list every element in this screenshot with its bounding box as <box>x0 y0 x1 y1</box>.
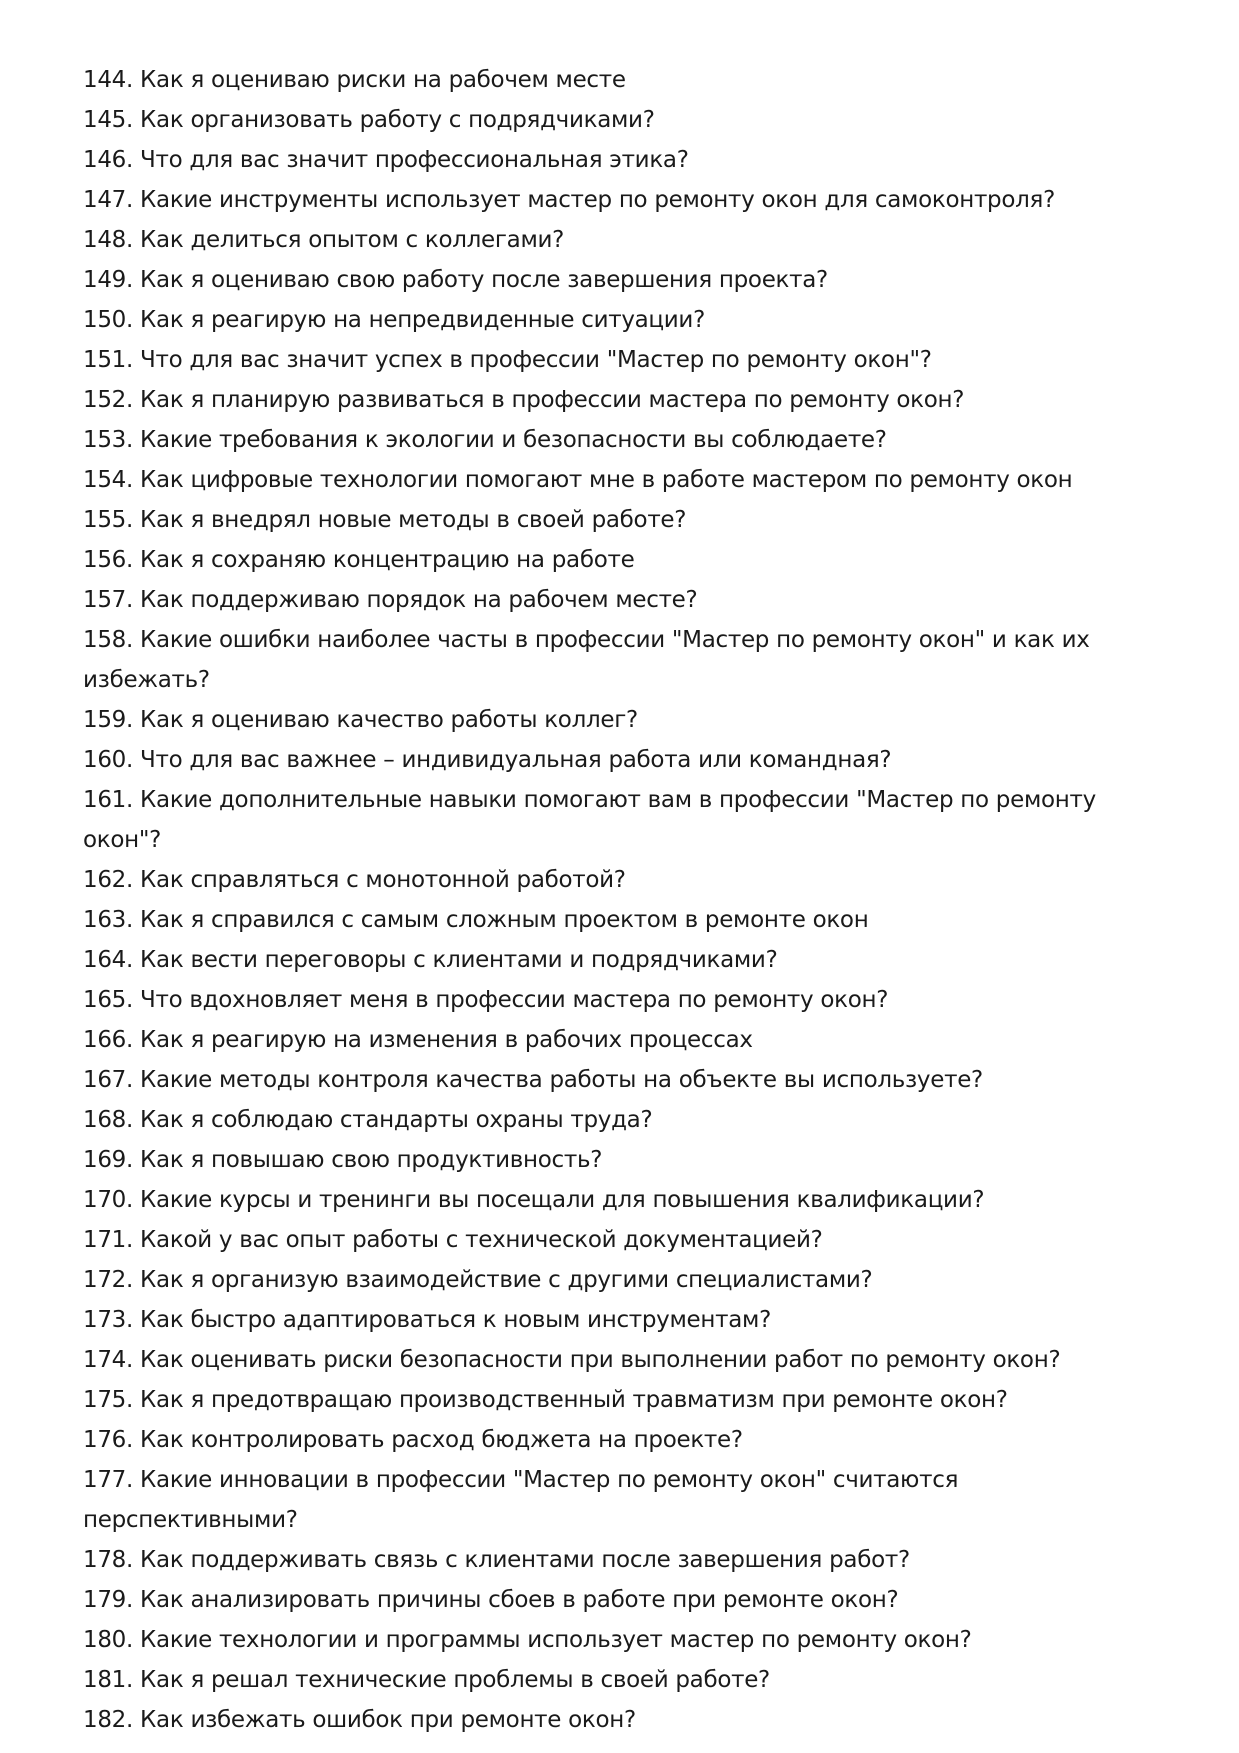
question-item <box>83 860 1163 900</box>
question-text: Как делиться опытом с коллегами? <box>140 227 565 253</box>
question-text: Как я решал технические проблемы в своей работе? <box>140 1667 770 1693</box>
question-number: 146. <box>83 147 134 173</box>
question-item <box>83 580 1163 620</box>
question-text: Какие инструменты использует мастер по ремонту окон для самоконтроля? <box>140 187 1055 213</box>
question-number: 159. <box>83 707 134 733</box>
question-item <box>83 1100 1163 1140</box>
question-text: Какие методы контроля качества работы на объекте вы используете? <box>140 1067 983 1093</box>
question-number: 144. <box>83 67 134 93</box>
question-text: Какой у вас опыт работы с технической документацией? <box>140 1227 823 1253</box>
question-number: 156. <box>83 547 134 573</box>
question-number: 148. <box>83 227 134 253</box>
question-text: Как я предотвращаю производственный травматизм при ремонте окон? <box>140 1387 1008 1413</box>
question-text: Как анализировать причины сбоев в работе при ремонте окон? <box>140 1587 899 1613</box>
question-text: Какие курсы и тренинги вы посещали для повышения квалификации? <box>140 1187 985 1213</box>
question-number: 153. <box>83 427 134 453</box>
question-number: 178. <box>83 1547 134 1573</box>
question-text: Как я сохраняю концентрацию на работе <box>140 547 635 573</box>
question-item <box>83 1140 1163 1180</box>
question-text: Какие технологии и программы использует мастер по ремонту окон? <box>140 1627 972 1653</box>
question-item <box>83 220 1163 260</box>
question-text: Как я планирую развиваться в профессии мастера по ремонту окон? <box>140 387 965 413</box>
question-text: Как я внедрял новые методы в своей работе? <box>140 507 687 533</box>
question-text: Как избежать ошибок при ремонте окон? <box>140 1707 636 1733</box>
question-text: Как я организую взаимодействие с другими специалистами? <box>140 1267 873 1293</box>
question-text: Как контролировать расход бюджета на проекте? <box>140 1427 743 1453</box>
question-item <box>83 460 1163 500</box>
question-number: 157. <box>83 587 134 613</box>
question-number: 149. <box>83 267 134 293</box>
question-item <box>83 100 1163 140</box>
question-number: 162. <box>83 867 134 893</box>
question-number: 165. <box>83 987 134 1013</box>
question-number: 179. <box>83 1587 134 1613</box>
question-text: Как поддерживать связь с клиентами после завершения работ? <box>140 1547 910 1573</box>
question-item <box>83 900 1163 940</box>
question-number: 166. <box>83 1027 134 1053</box>
question-number: 169. <box>83 1147 134 1173</box>
question-item <box>83 1660 1163 1700</box>
question-number: 170. <box>83 1187 134 1213</box>
question-text: Что вдохновляет меня в профессии мастера по ремонту окон? <box>140 987 889 1013</box>
question-number: 163. <box>83 907 134 933</box>
question-text: Как я соблюдаю стандарты охраны труда? <box>140 1107 653 1133</box>
question-item <box>83 1460 1163 1540</box>
question-text: Как я оцениваю свою работу после завершения проекта? <box>140 267 828 293</box>
question-item <box>83 420 1163 460</box>
question-item <box>83 260 1163 300</box>
question-number: 176. <box>83 1427 134 1453</box>
question-item <box>83 380 1163 420</box>
question-number: 147. <box>83 187 134 213</box>
question-text: Какие инновации в профессии "Мастер по ремонту окон" считаются перспективными? <box>83 1467 959 1533</box>
question-text: Как я оцениваю риски на рабочем месте <box>140 67 626 93</box>
question-text: Как я реагирую на непредвиденные ситуации? <box>140 307 705 333</box>
question-item <box>83 780 1163 860</box>
question-number: 160. <box>83 747 134 773</box>
question-number: 174. <box>83 1347 134 1373</box>
question-number: 173. <box>83 1307 134 1333</box>
question-text: Как поддерживаю порядок на рабочем месте? <box>140 587 698 613</box>
question-item <box>83 740 1163 780</box>
question-text: Как быстро адаптироваться к новым инструментам? <box>140 1307 771 1333</box>
question-item <box>83 60 1163 100</box>
question-item <box>83 1340 1163 1380</box>
question-text: Что для вас значит профессиональная этика? <box>140 147 689 173</box>
question-text: Как я оцениваю качество работы коллег? <box>140 707 638 733</box>
question-item <box>83 1580 1163 1620</box>
question-item <box>83 1300 1163 1340</box>
question-text: Что для вас значит успех в профессии "Мастер по ремонту окон"? <box>140 347 932 373</box>
question-item <box>83 1380 1163 1420</box>
question-item <box>83 1060 1163 1100</box>
question-item <box>83 1220 1163 1260</box>
question-text: Какие дополнительные навыки помогают вам в профессии "Мастер по ремонту окон"? <box>83 787 1096 853</box>
question-item <box>83 700 1163 740</box>
question-number: 150. <box>83 307 134 333</box>
question-number: 168. <box>83 1107 134 1133</box>
question-text: Как организовать работу с подрядчиками? <box>140 107 655 133</box>
question-item <box>83 1700 1163 1740</box>
question-number: 167. <box>83 1067 134 1093</box>
question-item <box>83 1420 1163 1460</box>
question-item <box>83 1260 1163 1300</box>
question-item <box>83 620 1163 700</box>
question-number: 154. <box>83 467 134 493</box>
question-number: 145. <box>83 107 134 133</box>
question-text: Какие требования к экологии и безопасности вы соблюдаете? <box>140 427 887 453</box>
question-number: 164. <box>83 947 134 973</box>
question-number: 181. <box>83 1667 134 1693</box>
question-number: 171. <box>83 1227 134 1253</box>
question-number: 172. <box>83 1267 134 1293</box>
question-item <box>83 940 1163 980</box>
question-item <box>83 340 1163 380</box>
question-item <box>83 1180 1163 1220</box>
question-text: Как вести переговоры с клиентами и подрядчиками? <box>140 947 778 973</box>
question-text: Как оценивать риски безопасности при выполнении работ по ремонту окон? <box>140 1347 1061 1373</box>
question-text: Как я справился с самым сложным проектом в ремонте окон <box>140 907 869 933</box>
question-number: 151. <box>83 347 134 373</box>
question-number: 158. <box>83 627 134 653</box>
question-number: 152. <box>83 387 134 413</box>
question-item <box>83 540 1163 580</box>
question-item <box>83 980 1163 1020</box>
question-list <box>83 60 1163 1740</box>
question-item <box>83 1620 1163 1660</box>
question-number: 155. <box>83 507 134 533</box>
question-item <box>83 500 1163 540</box>
question-number: 161. <box>83 787 134 813</box>
question-item <box>83 140 1163 180</box>
question-number: 182. <box>83 1707 134 1733</box>
question-text: Как я повышаю свою продуктивность? <box>140 1147 603 1173</box>
question-number: 180. <box>83 1627 134 1653</box>
question-item <box>83 1540 1163 1580</box>
question-number: 177. <box>83 1467 134 1493</box>
question-item <box>83 300 1163 340</box>
question-text: Что для вас важнее – индивидуальная работа или командная? <box>140 747 892 773</box>
question-item <box>83 1020 1163 1060</box>
question-text: Как я реагирую на изменения в рабочих процессах <box>140 1027 753 1053</box>
question-text: Как справляться с монотонной работой? <box>140 867 626 893</box>
question-text: Как цифровые технологии помогают мне в работе мастером по ремонту окон <box>140 467 1073 493</box>
question-item <box>83 180 1163 220</box>
question-text: Какие ошибки наиболее часты в профессии "Мастер по ремонту окон" и как их избежать? <box>83 627 1090 693</box>
question-number: 175. <box>83 1387 134 1413</box>
